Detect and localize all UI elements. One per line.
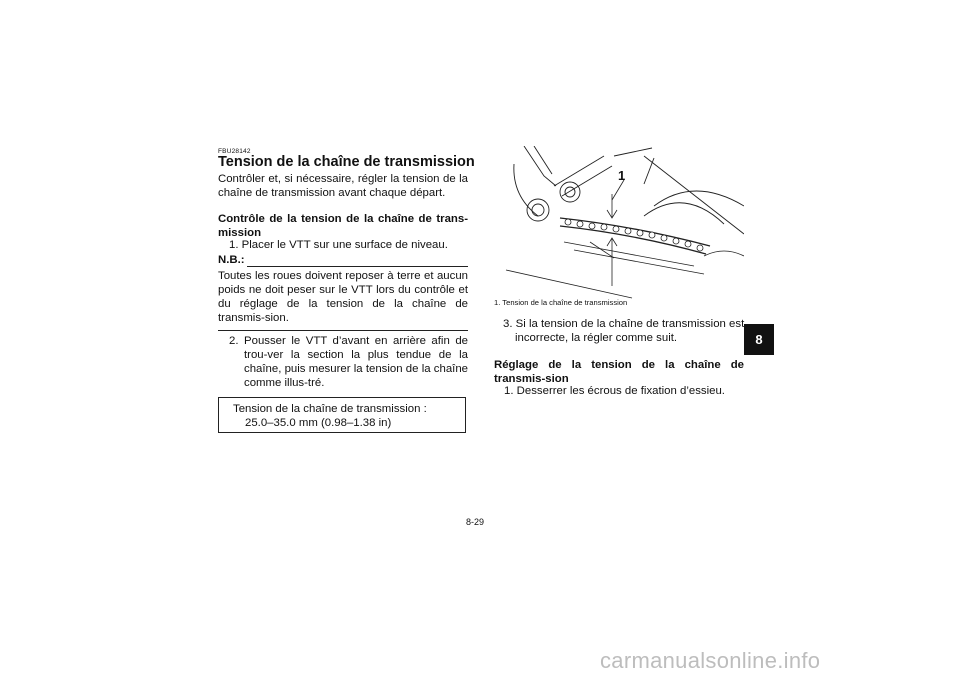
- note-text: Toutes les roues doivent reposer à terre et aucun poids ne doit peser sur le VTT lors du contrôle et du réglage de la tension de la chaîne de transmis-sion.: [218, 270, 468, 324]
- chain-illustration: [494, 146, 744, 300]
- step-1-right: 1. Desserrer les écrous de fixation d’essieu.: [504, 385, 725, 397]
- chapter-tab: 8: [744, 324, 774, 355]
- page-number: 8-29: [466, 517, 485, 527]
- chain-figure: [494, 146, 744, 300]
- subheading-check: Contrôle de la tension de la chaîne de trans-mission: [218, 213, 468, 239]
- spec-box: [218, 397, 466, 433]
- section-title: Tension de la chaîne de transmission: [218, 154, 475, 170]
- document-code: FBU28142: [218, 148, 251, 155]
- step-2: [229, 334, 468, 390]
- note-label: N.B.:: [218, 254, 245, 266]
- step-3-text: 3. Si la tension de la chaîne de transmission est incorrecte, la régler comme suit.: [503, 318, 745, 344]
- intro-paragraph: Contrôler et, si nécessaire, régler la tension de la chaîne de transmission avant chaque départ.: [218, 173, 468, 199]
- step-1-left: 1. Placer le VTT sur une surface de niveau.: [229, 239, 448, 251]
- step-3: [503, 317, 753, 345]
- note-rule-bottom: [218, 330, 468, 331]
- figure-callout: 1: [618, 168, 626, 183]
- note-rule-top: [247, 266, 468, 267]
- step-2-text: 2. Pousser le VTT d’avant en arrière afin de trou-ver la section la plus tendue de la chaîne, puis mesurer la tension de la chaîne comme illus-tré.: [229, 335, 468, 389]
- subheading-adjust: Réglage de la tension de la chaîne de transmis-sion: [494, 359, 744, 385]
- spec-value: 25.0–35.0 mm (0.98–1.38 in): [245, 417, 392, 429]
- watermark: carmanualsonline.info: [600, 648, 821, 673]
- spec-label: Tension de la chaîne de transmission :: [233, 403, 427, 415]
- figure-caption: 1. Tension de la chaîne de transmission: [494, 298, 628, 307]
